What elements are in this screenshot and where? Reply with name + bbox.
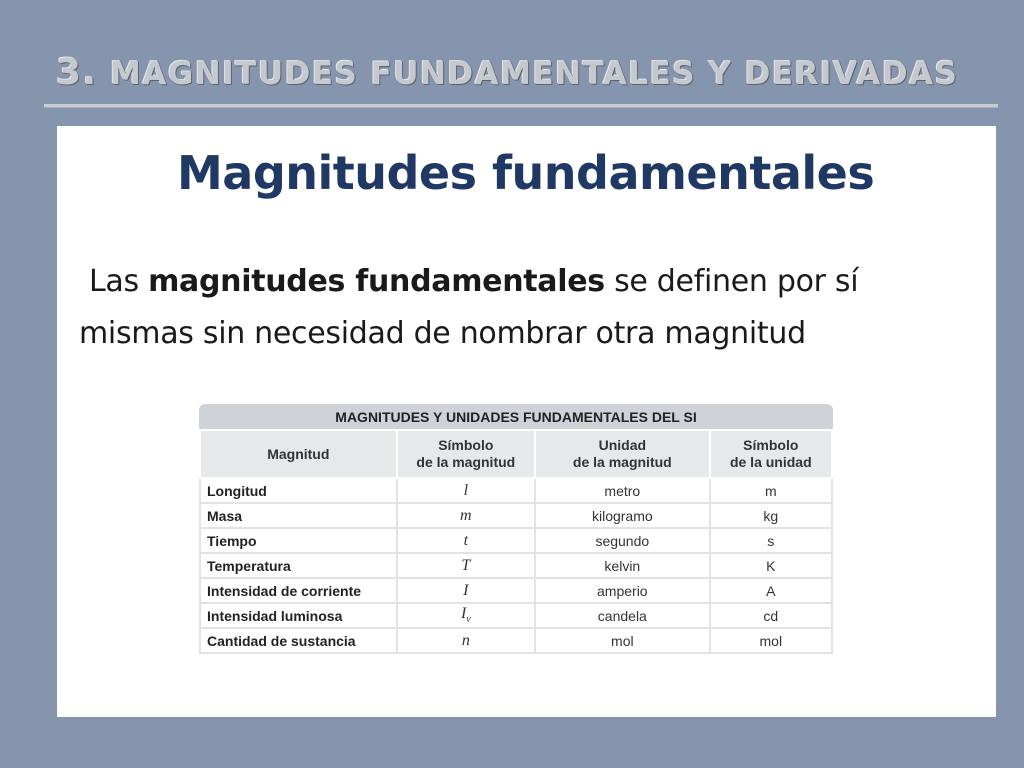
definition-rest: se definen por sí xyxy=(604,264,859,299)
table-row xyxy=(200,553,832,578)
cell-magnitud: Cantidad de sustancia xyxy=(200,628,397,653)
cell-simbolo: T xyxy=(397,553,535,578)
cell-simbolo: m xyxy=(397,503,535,528)
cell-simbolo-unidad: m xyxy=(710,478,832,503)
cell-simbolo-unidad: s xyxy=(710,528,832,553)
cell-simbolo-base: I xyxy=(460,605,467,623)
table-row xyxy=(200,628,832,653)
table-row xyxy=(200,528,832,553)
header-simbolo-unidad xyxy=(710,430,832,478)
table-row xyxy=(200,478,832,503)
header-unidad-magnitud xyxy=(535,430,710,478)
header-magnitud xyxy=(200,430,397,478)
cell-unidad: amperio xyxy=(535,578,710,603)
header-simbolo-unidad-line1: Símbolo xyxy=(743,437,799,453)
table-caption: MAGNITUDES Y UNIDADES FUNDAMENTALES DEL SI xyxy=(199,404,833,429)
content-panel xyxy=(57,126,996,717)
cell-magnitud: Masa xyxy=(200,503,397,528)
cell-unidad: metro xyxy=(535,478,710,503)
section-heading: Magnitudes fundamentales xyxy=(177,146,875,200)
cell-simbolo: n xyxy=(397,628,535,653)
slide-title-number: 3. xyxy=(56,52,98,93)
definition-line-1 xyxy=(79,256,979,308)
cell-simbolo xyxy=(397,603,535,628)
table-row xyxy=(200,578,832,603)
table-row xyxy=(200,603,832,628)
cell-unidad: mol xyxy=(535,628,710,653)
cell-simbolo-unidad: kg xyxy=(710,503,832,528)
definition-line-2: mismas sin necesidad de nombrar otra magnitud xyxy=(79,316,806,351)
cell-magnitud: Temperatura xyxy=(200,553,397,578)
cell-simbolo-unidad: mol xyxy=(710,628,832,653)
cell-simbolo-unidad: cd xyxy=(710,603,832,628)
cell-unidad: kilogramo xyxy=(535,503,710,528)
table-row xyxy=(200,503,832,528)
cell-magnitud: Longitud xyxy=(200,478,397,503)
slide-title-text: MAGNITUDES FUNDAMENTALES Y DERIVADAS xyxy=(110,56,959,92)
slide-title xyxy=(56,52,958,93)
header-simbolo-magnitud-line2: de la magnitud xyxy=(416,454,516,470)
cell-unidad: segundo xyxy=(535,528,710,553)
header-simbolo-magnitud xyxy=(397,430,535,478)
cell-simbolo: I xyxy=(397,578,535,603)
header-simbolo-unidad-line2: de la unidad xyxy=(729,454,812,470)
cell-simbolo-unidad: K xyxy=(710,553,832,578)
cell-simbolo-unidad: A xyxy=(710,578,832,603)
cell-unidad: kelvin xyxy=(535,553,710,578)
cell-simbolo-subscript: v xyxy=(466,614,471,626)
definition-bold-term: magnitudes fundamentales xyxy=(148,264,605,299)
si-units-table xyxy=(199,404,833,654)
header-unidad-magnitud-line2: de la magnitud xyxy=(572,454,672,470)
table-header-row xyxy=(200,430,832,478)
cell-magnitud: Intensidad luminosa xyxy=(200,603,397,628)
header-magnitud-label: Magnitud xyxy=(267,445,330,462)
title-divider xyxy=(44,104,998,108)
cell-unidad: candela xyxy=(535,603,710,628)
header-simbolo-magnitud-line1: Símbolo xyxy=(438,437,494,453)
cell-magnitud: Tiempo xyxy=(200,528,397,553)
cell-simbolo: l xyxy=(397,478,535,503)
definition-prefix: Las xyxy=(89,264,149,299)
cell-simbolo: t xyxy=(397,528,535,553)
definition-paragraph xyxy=(79,256,979,360)
header-unidad-magnitud-line1: Unidad xyxy=(598,437,647,453)
si-table-container xyxy=(199,404,833,654)
cell-magnitud: Intensidad de corriente xyxy=(200,578,397,603)
